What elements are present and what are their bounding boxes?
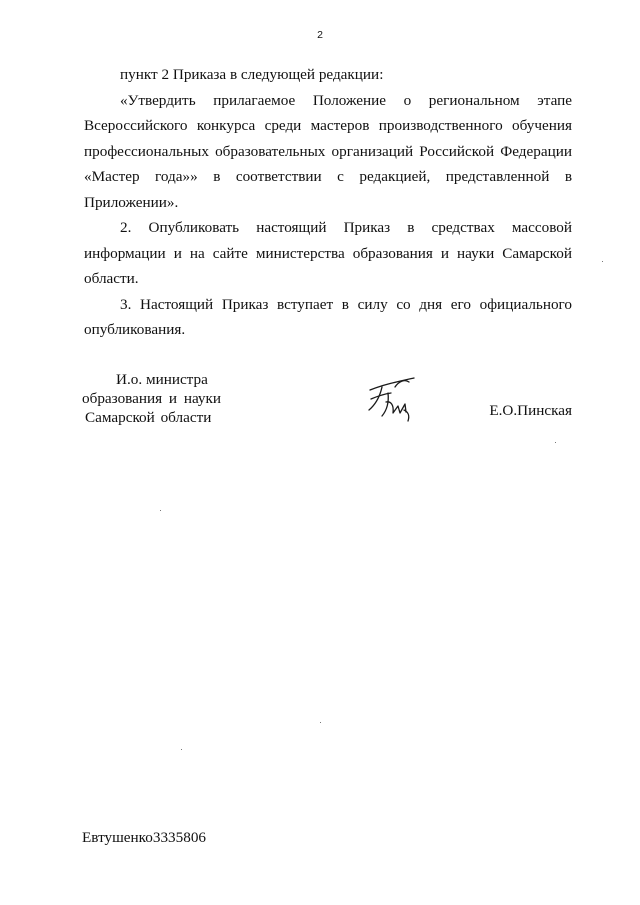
scan-speck bbox=[555, 442, 556, 443]
scan-speck bbox=[181, 749, 182, 750]
signer-position bbox=[82, 370, 221, 427]
paragraph-quote: «Утвердить прилагаемое Положение о региональном этапе Всероссийского конкурса среди мастеров производственного обучения профессиональных образовательных организаций Российской Федерации «Мастер года»» в соответствии с редакцией, представленной в Приложении». bbox=[84, 91, 572, 211]
scan-speck bbox=[320, 722, 321, 723]
paragraph-item-2: 2. Опубликовать настоящий Приказ в средствах массовой информации и на сайте министерства образования и науки Самарской области. bbox=[84, 219, 572, 287]
signer-position-line: И.о. министра bbox=[116, 371, 208, 388]
executor-reference: Евтушенко3335806 bbox=[82, 829, 207, 846]
scan-speck bbox=[602, 261, 603, 262]
signer-position-line: образования и науки bbox=[82, 390, 222, 407]
page-number: 2 bbox=[317, 29, 323, 41]
paragraph-item-3: 3. Настоящий Приказ вступает в силу со дня его официального опубликования. bbox=[84, 295, 572, 338]
paragraph-intro: пункт 2 Приказа в следующей редакции: bbox=[120, 66, 384, 83]
scan-speck bbox=[160, 510, 161, 511]
document-body bbox=[84, 62, 572, 343]
signer-position-line: Самарской области bbox=[85, 409, 212, 426]
handwritten-signature bbox=[362, 372, 424, 424]
signatory-name: Е.О.Пинская bbox=[489, 402, 572, 419]
